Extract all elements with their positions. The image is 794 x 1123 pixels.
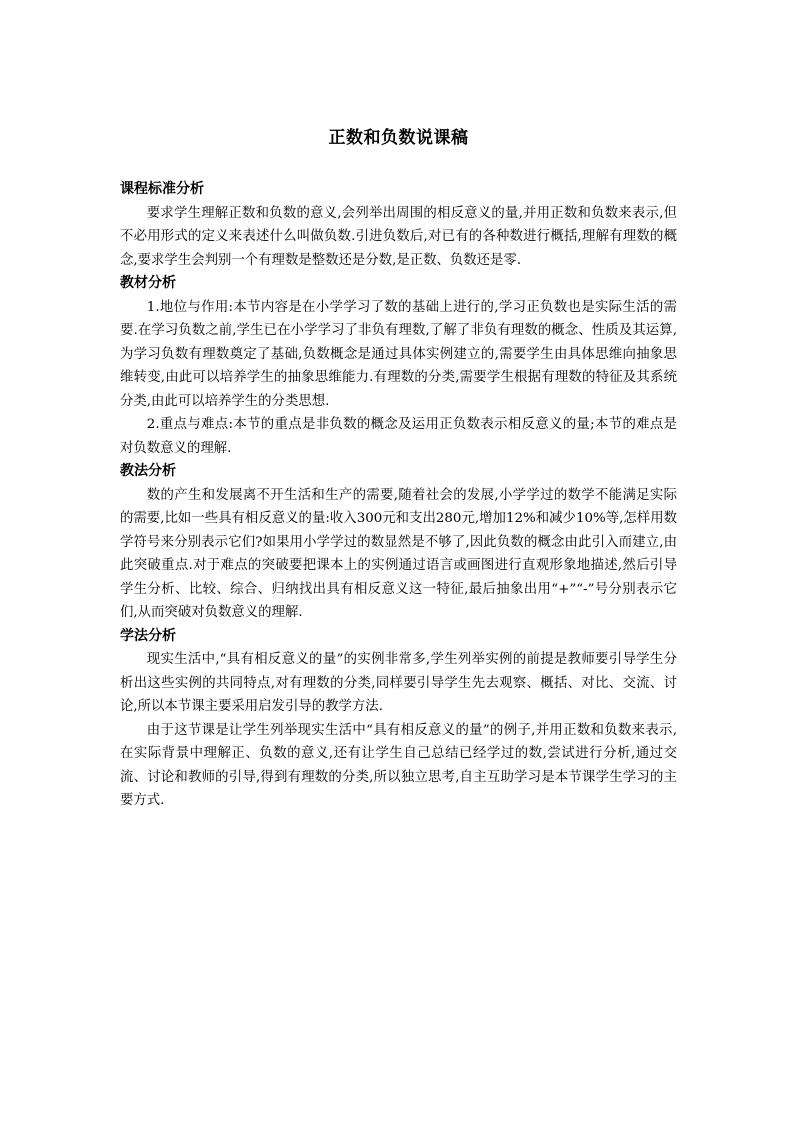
paragraph: 1.地位与作用:本节内容是在小学学习了数的基础上进行的,学习正负数也是实际生活的需要.在学习负数之前,学生已在小学学习了非负有理数,了解了非负有理数的概念、性质及其运算,为学习负数有理数奠定了基础,负数概念是通过具体实例建立的,需要学生由具体思维向抽象思维转变,由此可以培养学生的抽象思维能力.有理数的分类,需要学生根据有理数的特征及其系统分类,由此可以培养学生的分类思想.	[120, 299, 677, 409]
document-page	[120, 126, 677, 813]
paragraph: 数的产生和发展离不开生活和生产的需要,随着社会的发展,小学学过的数学不能满足实际的需要,比如一些具有相反意义的量:收入300元和支出280元,增加12%和减少10%等,怎样用数学符号来分别表示它们?如果用小学学过的数显然是不够了,因此负数的概念由此引入而建立,由此突破重点.对于难点的突破要把课本上的实例通过语言或画图进行直观形象地描述,然后引导学生分析、比较、综合、归纳找出具有相反意义这一特征,最后抽象出用“+”“-”号分别表示它们,从而突破对负数意义的理解.	[120, 487, 677, 620]
section-heading: 教材分析	[120, 275, 176, 291]
section-heading: 学法分析	[120, 627, 176, 644]
section-heading: 课程标准分析	[120, 181, 204, 197]
section-heading: 教法分析	[120, 463, 176, 479]
document-title: 正数和负数说课稿	[328, 128, 469, 148]
section-curriculum-standard	[120, 178, 677, 272]
paragraph: 由于这节课是让学生列举现实生活中“具有相反意义的量”的例子,并用正数和负数来表示,在实际背景中理解正、负数的意义,还有让学生自己总结已经学过的数,尝试进行分析,通过交流、讨论和教师的引导,得到有理数的分类,所以独立思考,自主互助学习是本节课学生学习的主要方式.	[120, 722, 677, 808]
paragraph: 现实生活中,“具有相反意义的量”的实例非常多,学生列举实例的前提是教师要引导学生分析出这些实例的共同特点,对有理数的分类,同样要引导学生先去观察、概括、对比、交流、讨论,所以本节课主要采用启发引导的教学方法.	[120, 652, 677, 714]
paragraph: 要求学生理解正数和负数的意义,会列举出周围的相反意义的量,并用正数和负数来表示,但不必用形式的定义来表述什么叫做负数.引进负数后,对已有的各种数进行概括,理解有理数的概念,要求学生会判别一个有理数是整数还是分数,是正数、负数还是零.	[120, 205, 677, 268]
paragraph: 2.重点与难点:本节的重点是非负数的概念及运用正负数表示相反意义的量;本节的难点是对负数意义的理解.	[120, 417, 677, 456]
section-teaching-method	[120, 460, 677, 625]
section-learning-method	[120, 625, 677, 813]
section-textbook-analysis	[120, 272, 677, 460]
